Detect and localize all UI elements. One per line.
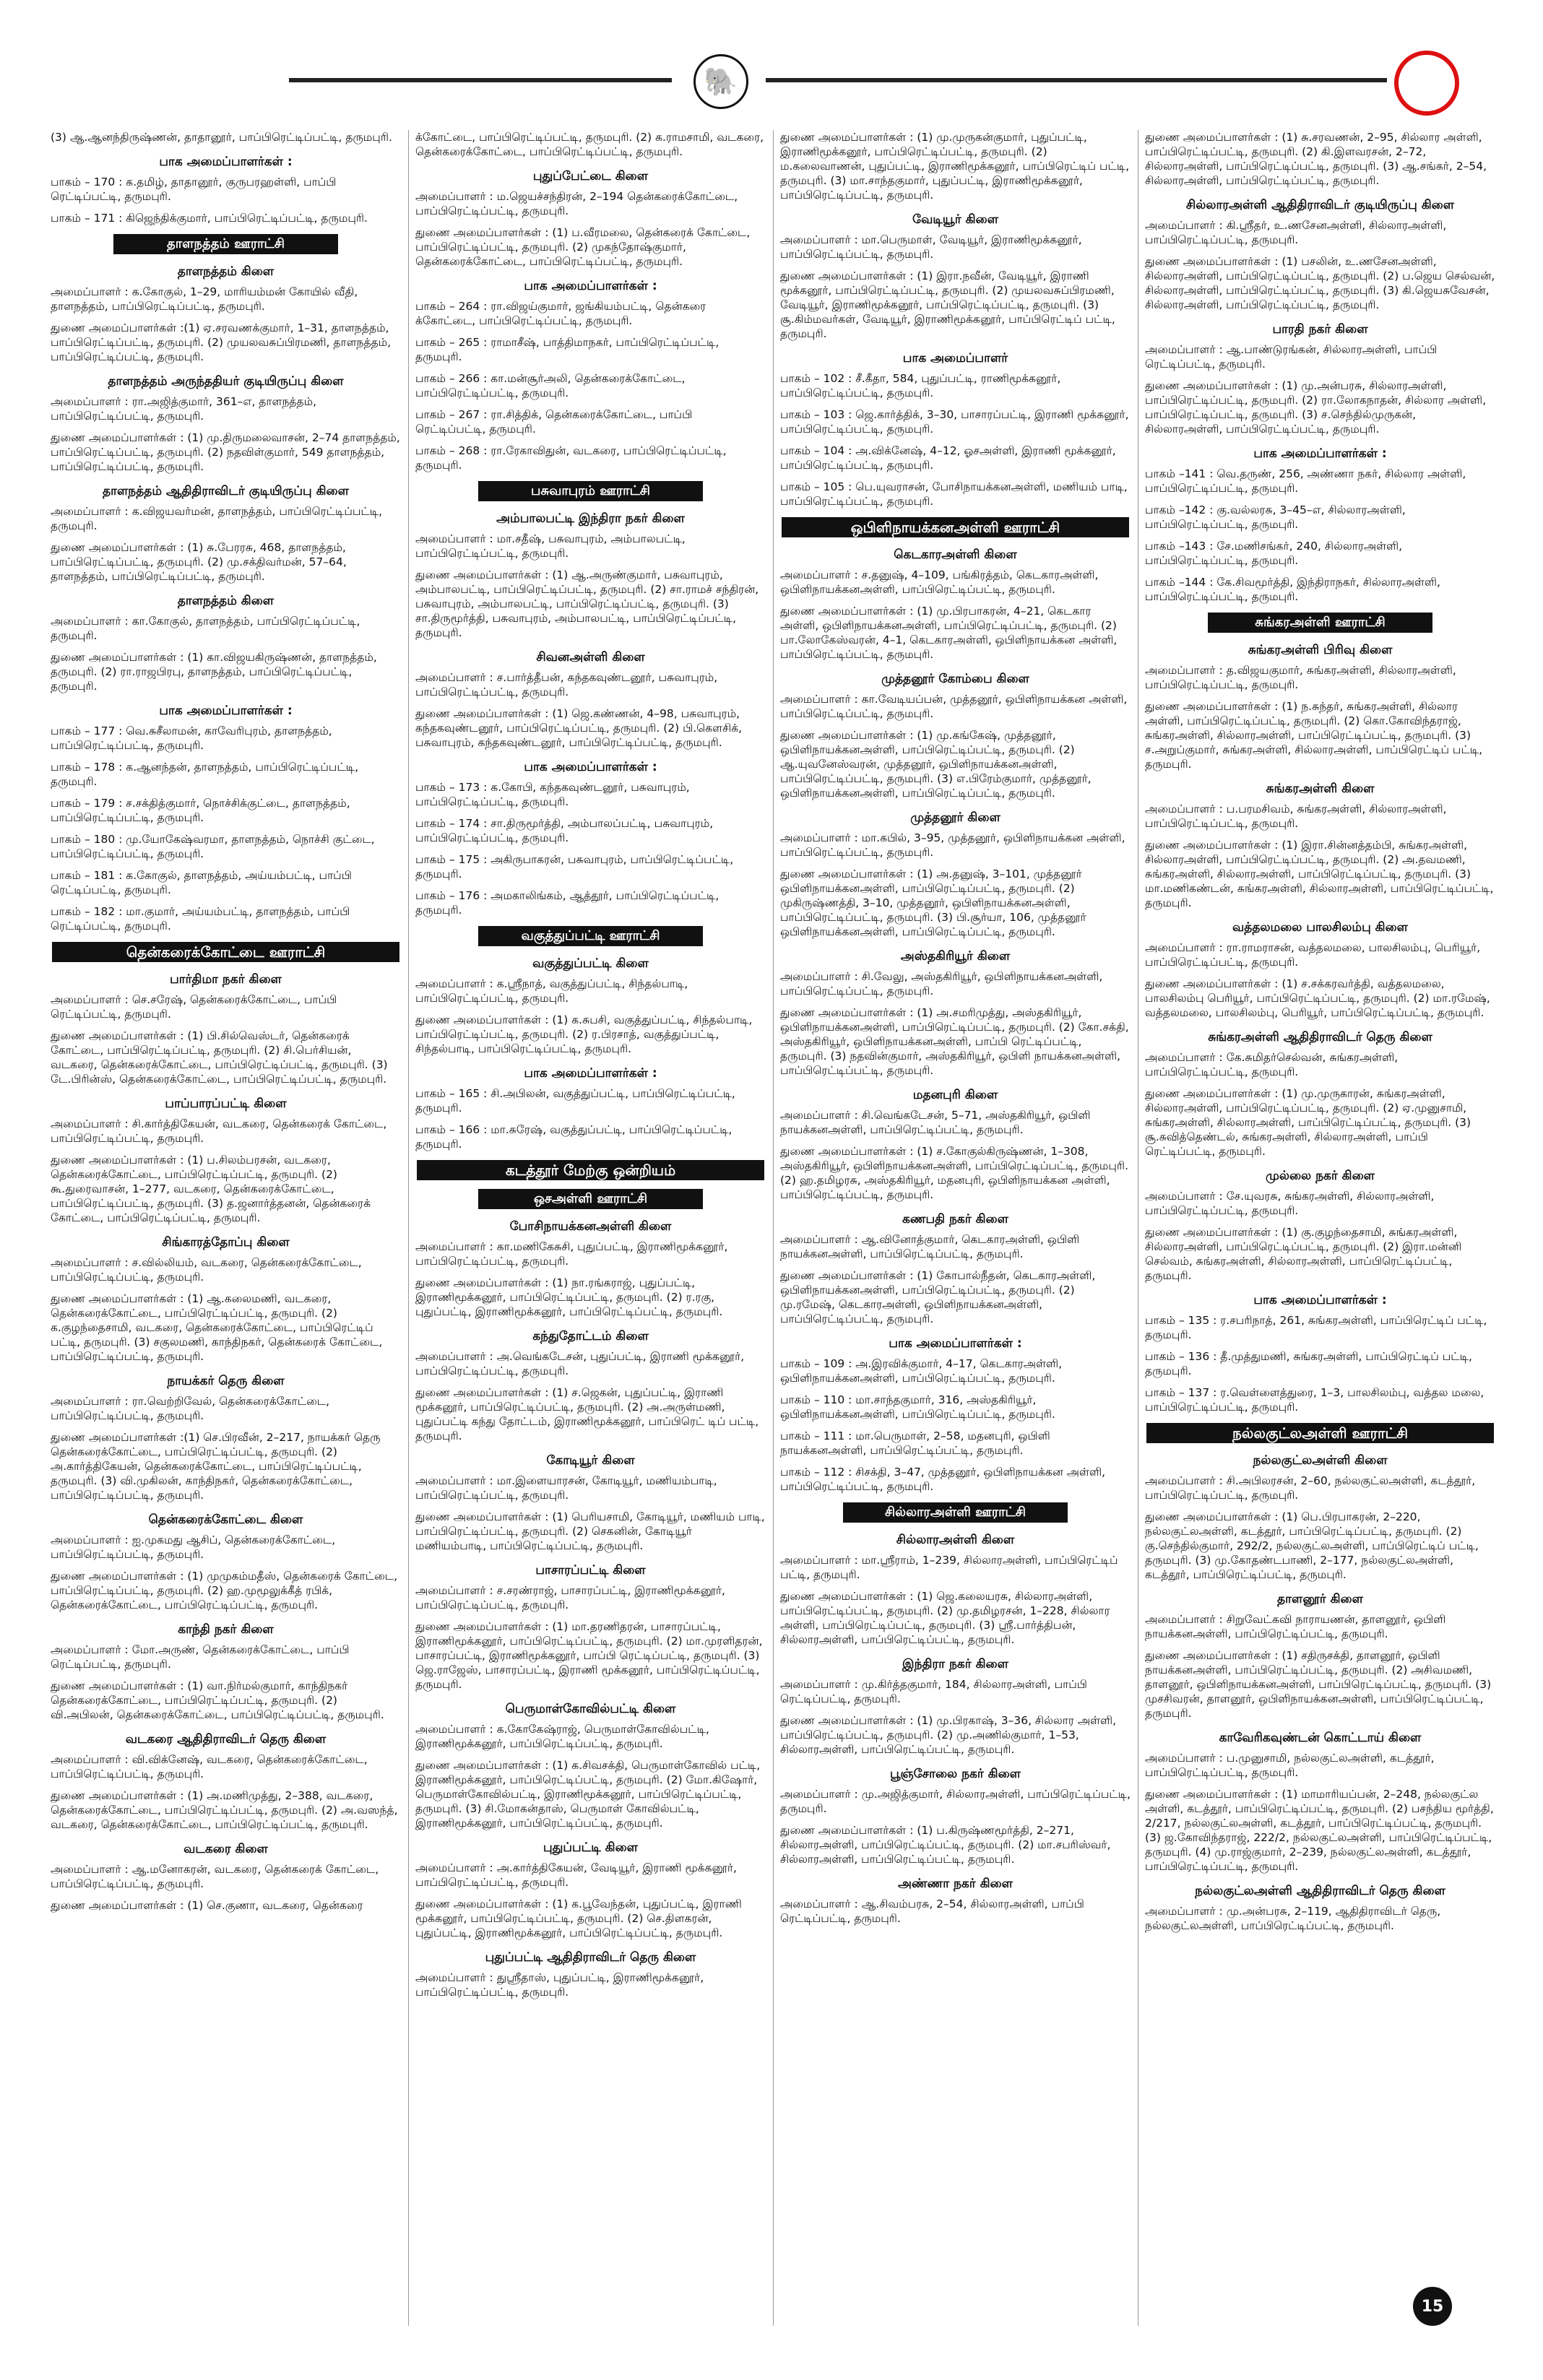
branch-heading: அஸ்தகிரியூர் கிளை xyxy=(900,949,1011,964)
entry: துணை அமைப்பாளர்கள் : (1) மு.முருகன்குமார், புதுப்பட்டி, இராணிமூக்கனூர், பாப்பிரெட்டிப்பட்டி, தருமபுரி. (2) ம.கலைவாணன், புதுப்பட்டி, இராணிமூக்கனூர், பாப்பிரெட்டிப் பட்டி, தருமபுரி. (3) மா.சாந்தகுமார், புதுப்பட்டி, இராணிமூக்கனூர், பாப்பிரெட்டிப்பட்டி, தருமபுரி. xyxy=(780,131,1130,202)
section-heading: பாக அமைப்பாளர்கள் : xyxy=(159,155,293,169)
entry: அமைப்பாளர் : க.ஸ்ரீநாத், வகுத்துப்பட்டி, சிந்தல்பாடி, பாப்பிரெட்டிப்பட்டி, தருமபுரி. xyxy=(415,977,688,1005)
panchayat-banner: ஒபிளிநாயக்கனஅள்ளி ஊராட்சி xyxy=(782,517,1129,537)
entry: துணை அமைப்பாளர்கள் : (1) ந.சுந்தர், சுங்கரஅள்ளி, சில்லார அள்ளி, பாப்பிரெட்டிப்பட்டி, தருமபுரி. (2) கொ.கோவிந்தராஜ், சுங்கரஅள்ளி, சில்லாரஅள்ளி, பாப்பிரெட்டிப்பட்டி, தருமபுரி. (3) ச.அறுப்குமார், சுங்கரஅள்ளி, சில்லாரஅள்ளி, பாப்பிரெட்டிப் பட்டி, தருமபுரி. xyxy=(1145,700,1483,771)
panchayat-banner: சுங்கரஅள்ளி ஊராட்சி xyxy=(1208,613,1432,633)
entry: துணை அமைப்பாளர்கள் : (1) அ.மணிமுத்து, 2–388, வடகரை, தென்கரைக்கோட்டை, பாப்பிரெட்டிப்பட்டி, தருமபுரி. (2) அ.வஸந்த், வடகரை, தென்கரைக்கோட்டை, பாப்பிரெட்டிப்பட்டி, தருமபுரி. xyxy=(51,1789,398,1831)
branch-heading: காந்தி நகர் கிளை xyxy=(178,1622,274,1637)
entry: அமைப்பாளர் : மா.சதீஷ், பசுவாபுரம், அம்பாலபட்டி, பாப்பிரெட்டிப்பட்டி, தருமபுரி. xyxy=(415,532,686,560)
entry: துணை அமைப்பாளர்கள் : (1) சு.சரவணன், 2–95, சில்லார அள்ளி, பாப்பிரெட்டிப்பட்டி, தருமபுரி. (2) கி.இளவரசன், 2–72, சில்லாரஅள்ளி, பாப்பிரெட்டிப்பட்டி, தருமபுரி. (3) ஆ.சங்கர், 2–54, சில்லாரஅள்ளி, பாப்பிரெட்டிப்பட்டி, தருமபுரி. xyxy=(1145,131,1487,187)
branch-heading: தாளனூர் கிளை xyxy=(1277,1592,1363,1606)
entry: பாகம் – 267 : ரா.சித்திக், தென்கரைக்கோட்டை, பாப்பி ரெட்டிப்பட்டி, தருமபுரி. xyxy=(415,408,693,436)
entry: அமைப்பாளர் : ரா.வெற்றிவேல், தென்கரைக்கோட்டை, பாப்பிரெட்டிப்பட்டி, தருமபுரி. xyxy=(51,1395,330,1422)
branch-heading: சுங்கரஅள்ளி ஆதிதிராவிடர் தெரு கிளை xyxy=(1208,1030,1432,1044)
branch-heading: பார்திமா நகர் கிளை xyxy=(170,972,282,987)
entry: துணை அமைப்பாளர்கள் : (1) ச.கோகுல்கிருஷ்ணன், 1–308, அஸ்தகிரியூர், ஒபிளிநாயக்கனஅள்ளி, பாப்பிரெட்டிப்பட்டி, தருமபுரி. (2) ஹ.தமிழரசு, அஸ்தகிரியூர், மதனபுரி, ஒபிளிநாயக்கன அள்ளி, பாப்பிரெட்டிப்பட்டி, தருமபுரி. xyxy=(780,1145,1128,1201)
entry: அமைப்பாளர் : வி.விக்னேஷ், வடகரை, தென்கரைக்கோட்டை, பாப்பிரெட்டிப்பட்டி, தருமபுரி. xyxy=(51,1753,368,1780)
branch-heading: வடகரை கிளை xyxy=(183,1842,268,1856)
entry: துணை அமைப்பாளர்கள் : (1) மு.திருமலைவாசன், 2–74 தாளநத்தம், பாப்பிரெட்டிப்பட்டி, தருமபுரி. (2) நதவிள்குமார், 549 தாளநத்தம், பாப்பிரெட்டிப்பட்டி, தருமபுரி. xyxy=(51,431,400,473)
entry: துணை அமைப்பாளர்கள் :(1) ஏ.சரவணக்குமார், 1–31, தாளநத்தம், பாப்பிரெட்டிப்பட்டி, தருமபுரி. (2) முயலவசுப்பிரமணி, தாளநத்தம், பாப்பிரெட்டிப்பட்டி, தருமபுரி. xyxy=(51,321,392,363)
branch-heading: தாளநத்தம் அருந்ததியர் குடியிருப்பு கிளை xyxy=(108,374,344,389)
entry: அமைப்பாளர் : சி.வெங்கடேசன், 5–71, அஸ்தகிரியூர், ஒபிளி நாயக்கனஅள்ளி, பாப்பிரெட்டிப்பட்டி, தருமபுரி. xyxy=(780,1109,1091,1136)
branch-heading: பாசாரப்பட்டி கிளை xyxy=(535,1563,646,1578)
branch-heading: அம்பாலபட்டி இந்திரா நகர் கிளை xyxy=(496,511,685,526)
entry: துணை அமைப்பாளர்கள் : (1) சதிருசக்தி, தாளனூர், ஒபிளி நாயக்கனஅள்ளி, பாப்பிரெட்டிப்பட்டி, தருமபுரி. (2) அசிவமணி, தாளனூர், ஒபிளிநாயக்கனஅள்ளி, பாப்பிரெட்டிப்பட்டி, தருமபுரி. (3) முசசிவரன், தாளனூர், ஒபிளிநாயக்கனஅள்ளி, பாப்பிரெட்டிப்பட்டி, தருமபுரி. xyxy=(1145,1649,1492,1720)
entry: துணை அமைப்பாளர்கள் : (1) நா.ரங்கராஜ், புதுப்பட்டி, இராணிமூக்கனூர், பாப்பிரெட்டிப்பட்டி, தருமபுரி. (2) ர.ரகு, புதுப்பட்டி, இராணிமூக்கனூர், பாப்பிரெட்டிப்பட்டி, தருமபுரி. xyxy=(415,1276,723,1318)
section-heading: பாக அமைப்பாளர் xyxy=(902,351,1008,365)
entry: துணை அமைப்பாளர்கள் : (1) பி.சில்வெஸ்டர், தென்கரைக் கோட்டை, பாப்பிரெட்டிப்பட்டி, தருமபுரி. (2) சி.பெர்சியன், வடகரை, தென்கரைக்கோட்டை, பாப்பிரெட்டிப்பட்டி, தருமபுரி. (3) டே.பிரின்ஸ், தென்கரைக்கோட்டை, பாப்பிரெட்டிப்பட்டி, தருமபுரி. xyxy=(51,1029,388,1086)
entry: பாகம் –144 : கே.சிவமூர்த்தி, இந்திராநகர், சில்லாரஅள்ளி, பாப்பிரெட்டிப்பட்டி, தருமபுரி. xyxy=(1145,576,1440,603)
branch-heading: வகுத்துப்பட்டி கிளை xyxy=(532,956,649,971)
entry: பாகம் – 266 : கா.மன்சூர்அலி, தென்கரைக்கோட்டை, பாப்பிரெட்டிப்பட்டி, தருமபுரி. xyxy=(415,372,686,399)
entry: துணை அமைப்பாளர்கள் : (1) க.சுபசி, வகுத்துப்பட்டி, சிந்தல்பாடி, பாப்பிரெட்டிப்பட்டி, தருமபுரி. (2) ர.பிரசாத், வகுத்துப்பட்டி, சிந்தல்பாடி, பாப்பிரெட்டிப்பட்டி, தருமபுரி. xyxy=(415,1013,753,1055)
entry: பாகம் – 179 : ச.சக்தித்குமார், நொச்சிக்குட்டை, தாளநத்தம், பாப்பிரெட்டிப்பட்டி, தருமபுரி. xyxy=(51,797,350,824)
section-heading: பாக அமைப்பாளர்கள் : xyxy=(524,760,657,774)
branch-heading: கணபதி நகர் கிளை xyxy=(902,1212,1008,1226)
column-divider xyxy=(408,130,409,2326)
entry: அமைப்பாளர் : சே.யுவரசு, சுங்கரஅள்ளி, சில்லாரஅள்ளி, பாப்பிரெட்டிப்பட்டி, தருமபுரி. xyxy=(1145,1190,1435,1217)
red-circle-icon xyxy=(1394,51,1459,116)
entry: அமைப்பாளர் : மா.பெருமாள், வேடியூர், இராணிமூக்கனூர், பாப்பிரெட்டிப்பட்டி, தருமபுரி. xyxy=(780,233,1082,261)
branch-heading: சிவனஅள்ளி கிளை xyxy=(536,650,645,665)
entry: அமைப்பாளர் : ப.முனுசாமி, நல்லகுட்லஅள்ளி, கடத்தூர், பாப்பிரெட்டிப்பட்டி, தருமபுரி. xyxy=(1145,1752,1435,1779)
entry: அமைப்பாளர் : மு.அன்பரசு, 2–119, ஆதிதிராவிடர் தெரு, நல்லகுட்லஅள்ளி, பாப்பிரெட்டிப்பட்டி, தருமபுரி. xyxy=(1145,1905,1441,1932)
entry: அமைப்பாளர் : மு.அஜித்குமார், சில்லாரஅள்ளி, பாப்பிரெட்டிப்பட்டி, தருமபுரி. xyxy=(780,1788,1131,1815)
entry: துணை அமைப்பாளர்கள் : (1) கு.குழந்தைசாமி, சுங்கரஅள்ளி, சில்லாரஅள்ளி, பாப்பிரெட்டிப்பட்டி, தருமபுரி. (2) இரா.மன்னி செல்வம், சுங்கரஅள்ளி, சில்லாரஅள்ளி, பாப்பிரெட்டிப்பட்டி, தருமபுரி. xyxy=(1145,1226,1462,1282)
entry: துணை அமைப்பாளர்கள் : (1) ச.சக்கரவர்த்தி, வத்தலமலை, பாலசிலம்பு பெரியூர், பாப்பிரெட்டிப்பட்டி, தருமபுரி. (2) மா.ரமேஷ், வத்தலமலை, பாலசிலம்பு, பெரியூர், பாப்பிரெட்டிப்பட்டி, தருமபுரி. xyxy=(1145,977,1490,1019)
branch-heading: சுங்கரஅள்ளி பிரிவு கிளை xyxy=(1248,643,1393,657)
branch-heading: பாரதி நகர் கிளை xyxy=(1272,322,1368,337)
entry: அமைப்பாளர் : சி.கார்த்திகேயன், வடகரை, தென்கரைக் கோட்டை, பாப்பிரெட்டிப்பட்டி, தருமபுரி. xyxy=(51,1117,387,1145)
entry: அமைப்பாளர் : துஸ்ரீதாஸ், புதுப்பட்டி, இராணிமூக்கனூர், பாப்பிரெட்டிப்பட்டி, தருமபுரி. xyxy=(415,1971,704,1999)
entry: அமைப்பாளர் : ஆ.வினோத்குமார், கெடகாரஅள்ளி, ஒபிளி நாயக்கனஅள்ளி, பாப்பிரெட்டிப்பட்டி, தருமபுரி. xyxy=(780,1233,1080,1260)
union-banner: கடத்தூர் மேற்கு ஒன்றியம் xyxy=(417,1160,764,1180)
column-divider xyxy=(773,130,774,2326)
branch-heading: வடகரை ஆதிதிராவிடர் தெரு கிளை xyxy=(125,1732,327,1747)
panchayat-banner: வகுத்துப்பட்டி ஊராட்சி xyxy=(478,926,703,946)
entry: பாகம் – 110 : மா.சாந்தகுமார், 316, அஸ்தகிரியூர், ஒபிளிநாயக்கனஅள்ளி, பாப்பிரெட்டிப்பட்டி, தருமபுரி. xyxy=(780,1393,1055,1421)
entry: துணை அமைப்பாளர்கள் : (1) ஜெ.கலையரசு, சில்லாரஅள்ளி, பாப்பிரெட்டிப்பட்டி, தருமபுரி. (2) மு.தமிழரசன், 1–228, சில்லார அள்ளி, பாப்பிரெட்டிப்பட்டி, தருமபுரி. (3) ஸ்ரீ.பார்த்திபன், சில்லாரஅள்ளி, பாப்பிரெட்டிப்பட்டி, தருமபுரி. xyxy=(780,1590,1110,1646)
branch-heading: அண்ணா நகர் கிளை xyxy=(898,1877,1013,1891)
panchayat-banner: பசுவாபுரம் ஊராட்சி xyxy=(478,481,703,501)
entry: துணை அமைப்பாளர்கள் : (1) ப.சிலம்பரசன், வடகரை, தென்கரைக்கோட்டை, பாப்பிரெட்டிப்பட்டி, தருமபுரி. (2) கூ.துரைவாசன், 1–277, வடகரை, தென்கரைக்கோட்டை, பாப்பிரெட்டிப்பட்டி, தருமபுரி. (3) த.ஜனார்த்தனன், தென்கரைக் கோட்டை, பாப்பிரெட்டிப்பட்டி, தருமபுரி. xyxy=(51,1154,371,1224)
entry: துணை அமைப்பாளர்கள் : (1) செ.குணா, வடகரை, தென்கரை xyxy=(51,1899,363,1912)
entry: பாகம் – 177 : வெ.சுசீலாமன், காவேரிபுரம், தாளநத்தம், பாப்பிரெட்டிப்பட்டி, தருமபுரி. xyxy=(51,724,332,752)
entry: பாகம் – 170 : க.தமிழ், தாதானூர், குருபரஹள்ளி, பாப்பி ரெட்டிப்பட்டி, தருமபுரி. xyxy=(51,176,337,203)
entry: துணை அமைப்பாளர்கள் : (1) கோபால்நீதன், கெடகாரஅள்ளி, ஒபிளிநாயக்கனஅள்ளி, பாப்பிரெட்டிப்பட்டி, தருமபுரி. (2) மு.ரமேஷ், கெடகாரஅள்ளி, ஒபிளிநாயக்கனஅள்ளி, பாப்பிரெட்டிப்பட்டி, தருமபுரி. xyxy=(780,1269,1096,1325)
entry: அமைப்பாளர் : ச.சரண்ராஜ், பாசாரப்பட்டி, இராணிமூக்கனூர், பாப்பிரெட்டிப்பட்டி, தருமபுரி. xyxy=(415,1584,725,1611)
entry: அமைப்பாளர் : ரா.அஜித்குமார், 361–எ, தாளநத்தம், பாப்பிரெட்டிப்பட்டி, தருமபுரி. xyxy=(51,395,317,423)
entry: துணை அமைப்பாளர்கள் : (1) முமுகம்மதீஸ், தென்கரைக் கோட்டை, பாப்பிரெட்டிப்பட்டி, தருமபுரி. (2) ஹ.முமூலுக்கீத் ரபிக், தென்கரைக்கோட்டை, பாப்பிரெட்டிப்பட்டி, தருமபுரி. xyxy=(51,1570,398,1611)
entry: பாகம் –143 : சே.மணிசங்கர், 240, சில்லாரஅள்ளி, பாப்பிரெட்டிப்பட்டி, தருமபுரி. xyxy=(1145,540,1403,567)
branch-heading: வேடியூர் கிளை xyxy=(912,212,998,227)
entry: அமைப்பாளர் : சிறுவேட்கவி நாராயணன், தாளனூர், ஒபிளி நாயக்கனஅள்ளி, பாப்பிரெட்டிப்பட்டி, தருமபுரி. xyxy=(1145,1613,1446,1640)
entry: அமைப்பாளர் : ச.பார்த்தீபன், கந்தகவுண்டனூர், பசுவாபுரம், பாப்பிரெட்டிப்பட்டி, தருமபுரி. xyxy=(415,671,718,698)
entry: அமைப்பாளர் : ப.பரமசிவம், சுங்கரஅள்ளி, சில்லாரஅள்ளி, பாப்பிரெட்டிப்பட்டி, தருமபுரி. xyxy=(1145,802,1447,830)
entry: அமைப்பாளர் : க.விஜயவர்மன், தாளநத்தம், பாப்பிரெட்டிப்பட்டி, தருமபுரி. xyxy=(51,505,383,532)
branch-heading: போசிநாயக்கனஅள்ளி கிளை xyxy=(509,1219,672,1234)
entry: துணை அமைப்பாளர்கள் : (1) மு.முருகாரன், சுங்கரஅள்ளி, சில்லாரஅள்ளி, பாப்பிரெட்டிப்பட்டி, தருமபுரி. (2) ஏ.முனுசாமி, சுங்கரஅள்ளி, சில்லாரஅள்ளி, பாப்பிரெட்டிப்பட்டி, தருமபுரி. (3) சூ.சுவித்தெண்டல், சுங்கரஅள்ளி, சில்லாரஅள்ளி, பாப்பி ரெட்டிப்பட்டி, தருமபுரி. xyxy=(1145,1087,1471,1158)
entry: அமைப்பாளர் : ரா.ராமராசன், வத்தலமலை, பாலசிலம்பு, பெரியூர், பாப்பிரெட்டிப்பட்டி, தருமபுரி. xyxy=(1145,941,1481,969)
entry: அமைப்பாளர் : மா.இளையாரசன், கோடியூர், மணியம்பாடி, பாப்பிரெட்டிப்பட்டி, தருமபுரி. xyxy=(415,1474,717,1502)
section-heading: பாக அமைப்பாளர்கள் : xyxy=(524,279,657,293)
entry: துணை அமைப்பாளர்கள் : (1) மாமாரியப்பன், 2–248, நல்லகுட்ல அள்ளி, கடத்தூர், பாப்பிரெட்டிப்பட்டி, தருமபுரி. (2) பசந்திய மூர்த்தி, 2/217, நல்லகுட்லஅள்ளி, கடத்தூர், பாப்பிரெட்டிப்பட்டி, தருமபுரி. (3) ஜ.கோவிந்தராஜ், 222/2, நல்லகுட்லஅள்ளி, பாப்பிரெட்டிப்பட்டி, தருமபுரி. (4) மு.ராஜ்குமார், 2–239, நல்லகுட்லஅள்ளி, கடத்தூர், பாப்பிரெட்டிப்பட்டி, தருமபுரி. xyxy=(1145,1788,1494,1873)
entry: துணை அமைப்பாளர்கள் : (1) இரா.சின்னத்தம்பி, சுங்கரஅள்ளி, சில்லாரஅள்ளி, பாப்பிரெட்டிப்பட்டி, தருமபுரி. (2) அ.தவமணி, சுங்கரஅள்ளி, சில்லாரஅள்ளி, பாப்பிரெட்டிப்பட்டி, தருமபுரி. (3) மா.மணிகண்டன், சுங்கரஅள்ளி, சில்லாரஅள்ளி, பாப்பிரெட்டிப்பட்டி, தருமபுரி. xyxy=(1145,839,1494,909)
entry: துணை அமைப்பாளர்கள் : (1) மு.அன்பரசு, சில்லாரஅள்ளி, பாப்பிரெட்டிப்பட்டி, தருமபுரி. (2) ரா.லோகநாதன், சில்லார அள்ளி, பாப்பிரெட்டிப்பட்டி, தருமபுரி. (3) ச.செந்தில்முருகன், சில்லாரஅள்ளி, பாப்பிரெட்டிப்பட்டி, தருமபுரி. xyxy=(1145,379,1487,436)
page-number-badge: 15 xyxy=(1413,2287,1452,2326)
entry: அமைப்பாளர் : ஐ.முகமது ஆசிப், தென்கரைக்கோட்டை, பாப்பிரெட்டிப்பட்டி, தருமபுரி. xyxy=(51,1533,336,1561)
entry: பாகம் – 137 : ர.வெள்ளைத்துரை, 1–3, பாலசிலம்பு, வத்தல மலை, பாப்பிரெட்டிப்பட்டி, தருமபுரி. xyxy=(1145,1386,1484,1414)
branch-heading: கெடகாரஅள்ளி கிளை xyxy=(894,548,1017,562)
entry: துணை அமைப்பாளர்கள் : (1) பசலின், உ.ணசேனஅள்ளி, சில்லாரஅள்ளி, பாப்பிரெட்டிப்பட்டி, தருமபுரி. (2) ப.ஜெய செல்வன், சில்லாரஅள்ளி, பாப்பிரெட்டிப்பட்டி, தருமபுரி. (3) கி.ஜெயசுவேசன், சில்லாரஅள்ளி, பாப்பிரெட்டிப்பட்டி, தருமபுரி. xyxy=(1145,255,1495,311)
entry: துணை அமைப்பாளர்கள் : (1) மா.தரணிதரன், பாசாரப்பட்டி, இராணிமூக்கனூர், பாப்பிரெட்டிப்பட்டி, தருமபுரி. (2) மா.முரளிதரன், பாசாரப்பட்டி, இராணிமூக்கனூர், பாப்பி ரெட்டிப்பட்டி, தருமபுரி. (3) ஜெ.ராஜேஸ், பாசாரப்பட்டி, இராணி மூக்கனூர், பாப்பிரெட்டிப்பட்டி, தருமபுரி. xyxy=(415,1620,763,1691)
branch-heading: புதுப்பட்டி ஆதிதிராவிடர் தெரு கிளை xyxy=(485,1950,696,1965)
entry: அமைப்பாளர் : மா.கபில், 3–95, முத்தனூர், ஒபிளிநாயக்கன அள்ளி, பாப்பிரெட்டிப்பட்டி, தருமபுரி. xyxy=(780,831,1125,859)
column-4 xyxy=(1145,130,1495,2326)
entry: துணை அமைப்பாளர்கள் : (1) ப.கிருஷ்ணமூர்த்தி, 2–271, சில்லாரஅள்ளி, பாப்பிரெட்டிப்பட்டி, தருமபுரி. (2) மா.சபரிஸ்வர், சில்லாரஅள்ளி, பாப்பிரெட்டிப்பட்டி, தருமபுரி. xyxy=(780,1824,1111,1866)
entry: பாகம் – 136 : தீ.முத்துமணி, சுங்கரஅள்ளி, பாப்பிரெட்டிப் பட்டி, தருமபுரி. xyxy=(1145,1350,1472,1377)
entry: பாகம் – 105 : பெ.யுவராசன், போசிநாயக்கனஅள்ளி, மணியம் பாடி, பாப்பிரெட்டிப்பட்டி, தருமபுரி. xyxy=(780,480,1128,508)
entry: துணை அமைப்பாளர்கள் : (1) க.பூவேந்தன், புதுப்பட்டி, இராணி மூக்கனூர், பாப்பிரெட்டிப்பட்டி, தருமபுரி. (2) செ.திளகரன், புதுப்பட்டி, இராணிமூக்கனூர், பாப்பிரெட்டிப்பட்டி, தருமபுரி. xyxy=(415,1897,742,1939)
entry: அமைப்பாளர் : க.கோகேஷ்ராஜ், பெருமாள்கோவில்பட்டி, இராணிமூக்கனூர், பாப்பிரெட்டிப்பட்டி, தருமபுரி. xyxy=(415,1723,709,1750)
branch-heading: கோடியூர் கிளை xyxy=(546,1453,635,1468)
entry: பாகம் – 112 : சிசக்தி, 3–47, முத்தனூர், ஒபிளிநாயக்கன அள்ளி, பாப்பிரெட்டிப்பட்டி, தருமபுரி. xyxy=(780,1466,1106,1493)
entry: பாகம் – 264 : ரா.விஜய்குமார், ஜங்கியம்பட்டி, தென்கரை க்கோட்டை, பாப்பிரெட்டிப்பட்டி, தருமபுரி. xyxy=(415,300,706,327)
entry: அமைப்பாளர் : கி.ஸ்ரீதர், உ.ணசேனஅள்ளி, சில்லாரஅள்ளி, பாப்பிரெட்டிப்பட்டி, தருமபுரி. xyxy=(1145,219,1447,246)
branch-heading: முத்தனூர் கோம்பை கிளை xyxy=(881,672,1029,686)
entry: அமைப்பாளர் : த.விஜயகுமார், சுங்கரஅள்ளி, சில்லாரஅள்ளி, பாப்பிரெட்டிப்பட்டி, தருமபுரி. xyxy=(1145,664,1456,691)
entry: பாகம் – 111 : மா.பெருமாள், 2–58, மதனபுரி, ஒபிளி நாயக்கனஅள்ளி, பாப்பிரெட்டிப்பட்டி, தருமபுரி. xyxy=(780,1429,1050,1457)
entry: துணை அமைப்பாளர்கள் :(1) செ.பிரவீன், 2–217, நாயக்கர் தெரு தென்கரைக்கோட்டை, பாப்பிரெட்டிப்பட்டி, தருமபுரி. (2) அ.கார்த்திகேயன், தென்கரைக்கோட்டை, பாப்பிரெட்டிப்பட்டி, தருமபுரி. (3) வி.முகிலன், காந்திநகர், தென்கரைக்கோட்டை, பாப்பிரெட்டிப்பட்டி, தருமபுரி. xyxy=(51,1431,381,1502)
branch-heading: மதனபுரி கிளை xyxy=(912,1088,998,1102)
branch-heading: தாளநத்தம் ஆதிதிராவிடர் குடியிருப்பு கிளை xyxy=(103,484,349,498)
entry: பாகம் – 104 : அ.விக்னேஷ், 4–12, ஓசஅள்ளி, இராணி மூக்கனூர், பாப்பிரெட்டிப்பட்டி, தருமபுரி. xyxy=(780,444,1116,472)
section-heading: பாக அமைப்பாளர்கள் : xyxy=(889,1336,1022,1351)
column-1 xyxy=(51,130,401,2326)
header-rule-left xyxy=(289,78,672,82)
entry: அமைப்பாளர் : மா.ஸ்ரீராம், 1–239, சில்லாரஅள்ளி, பாப்பிரெட்டிப் பட்டி, தருமபுரி. xyxy=(780,1554,1118,1581)
entry: அமைப்பாளர் : மோ.அருண், தென்கரைக்கோட்டை, பாப்பி ரெட்டிப்பட்டி, தருமபுரி. xyxy=(51,1643,350,1671)
branch-heading: நல்லகுட்லஅள்ளி கிளை xyxy=(1253,1453,1388,1468)
entry: அமைப்பாளர் : ஆ.மனோகரன், வடகரை, தென்கரைக் கோட்டை, பாப்பிரெட்டிப்பட்டி, தருமபுரி. xyxy=(51,1863,379,1890)
branch-heading: சிங்காரத்தோப்பு கிளை xyxy=(162,1235,290,1250)
branch-heading: முல்லை நகர் கிளை xyxy=(1265,1169,1375,1183)
entry: பாகம் – 175 : அகிருபாகரன், பசுவாபுரம், பாப்பிரெட்டிப்பட்டி, தருமபுரி. xyxy=(415,853,734,880)
newspaper-page xyxy=(51,51,1495,2340)
branch-heading: தென்கரைக்கோட்டை கிளை xyxy=(148,1513,303,1527)
entry: துணை அமைப்பாளர்கள் : (1) அ.தனுஷ், 3–101, முத்தனூர் ஒபிளிநாயக்கனஅள்ளி, பாப்பிரெட்டிப்பட்டி, தருமபுரி. (2) முகிருஷ்ணத்தி, 3–10, முத்தனூர், ஒபிளிநாயக்கனஅள்ளி, பாப்பிரெட்டிப்பட்டி, தருமபுரி. (3) பி.சூர்யா, 106, முத்தனூர் ஒபிளிநாயக்கனஅள்ளி, பாப்பிரெட்டிப்பட்டி, தருமபுரி. xyxy=(780,867,1086,938)
entry: துணை அமைப்பாளர்கள் : (1) கா.விஜயகிருஷ்ணன், தாளநத்தம், தருமபுரி. (2) ரா.ராஜபிரபு, தாளநத்தம், பாப்பிரெட்டிப்பட்டி, தருமபுரி. xyxy=(51,651,377,693)
section-heading: பாக அமைப்பாளர்கள் : xyxy=(1253,1293,1387,1307)
header-rule-right xyxy=(766,78,1387,82)
section-heading: பாக அமைப்பாளர்கள் : xyxy=(524,1066,657,1081)
section-heading: பாக அமைப்பாளர்கள் : xyxy=(159,704,293,718)
entry: துணை அமைப்பாளர்கள் : (1) ப.வீரமலை, தென்கரைக் கோட்டை, பாப்பிரெட்டிப்பட்டி, தருமபுரி. (2) முகந்தோஷ்குமார், தென்கரைக்கோட்டை, பாப்பிரெட்டிப்பட்டி, தருமபுரி. xyxy=(415,226,751,268)
entry: பாகம் – 102 : சீ.கீதா, 584, புதுப்பட்டி, ராணிமூக்கனூர், பாப்பிரெட்டிப்பட்டி, தருமபுரி. xyxy=(780,372,1061,399)
entry: அமைப்பாளர் : சி.அபிலரசன், 2–60, நல்லகுட்லஅள்ளி, கடத்தூர், பாப்பிரெட்டிப்பட்டி, தருமபுரி. xyxy=(1145,1474,1476,1502)
entry: அமைப்பாளர் : கா.வேடியப்பன், முத்தனூர், ஒபிளிநாயக்கன அள்ளி, பாப்பிரெட்டிப்பட்டி, தருமபுரி. xyxy=(780,693,1128,720)
entry: அமைப்பாளர் : க.கோகுல், 1–29, மாரியம்மன் கோயில் வீதி, தாளநத்தம், பாப்பிரெட்டிப்பட்டி, தருமபுரி. xyxy=(51,285,358,313)
column-2 xyxy=(415,130,766,2326)
entry: பாகம் – 174 : சா.திருமூர்த்தி, அம்பாலப்பட்டி, பசுவாபுரம், பாப்பிரெட்டிப்பட்டி, தருமபுரி. xyxy=(415,817,714,844)
entry: துணை அமைப்பாளர்கள் : (1) ஜெ.கண்ணன், 4–98, பசுவாபுரம், கந்தகவுண்டனூர், பாப்பிரெட்டிப்பட்டி, தருமபுரி. (2) பி.கௌசிக், பசுவாபுரம், கந்தகவுண்டனூர், பாப்பிரெட்டிப்பட்டி, தருமபுரி. xyxy=(415,707,743,749)
panchayat-banner: சில்லாரஅள்ளி ஊராட்சி xyxy=(843,1502,1068,1523)
entry: க்கோட்டை, பாப்பிரெட்டிப்பட்டி, தருமபுரி. (2) க.ராமசாமி, வடகரை, தென்கரைக்கோட்டை, பாப்பிரெட்டிப்பட்டி, தருமபுரி. xyxy=(415,131,764,158)
entry: பாகம் – 173 : க.கோபி, கந்தகவுண்டனூர், பசுவாபுரம், பாப்பிரெட்டிப்பட்டி, தருமபுரி. xyxy=(415,781,690,808)
branch-heading: நல்லகுட்லஅள்ளி ஆதிதிராவிடர் தெரு கிளை xyxy=(1195,1884,1445,1898)
entry: அமைப்பாளர் : செ.சரேஷ், தென்கரைக்கோட்டை, பாப்பி ரெட்டிப்பட்டி, தருமபுரி. xyxy=(51,993,337,1021)
branch-heading: நாயக்கர் தெரு கிளை xyxy=(167,1374,285,1388)
branch-heading: பூஞ்சோலை நகர் கிளை xyxy=(889,1767,1021,1781)
branch-heading: தாளநத்தம் கிளை xyxy=(177,264,275,279)
branch-heading: தாளநத்தம் கிளை xyxy=(177,594,275,608)
content-columns xyxy=(51,130,1495,2326)
entry: பாகம் –141 : வெ.தருண், 256, அண்ணா நகர், சில்லார அள்ளி, பாப்பிரெட்டிப்பட்டி, தருமபுரி. xyxy=(1145,467,1466,495)
panchayat-banner: தாளநத்தம் ஊராட்சி xyxy=(113,234,338,254)
entry: பாகம் – 265 : ராமாசீஷ், பாத்திமாநகர், பாப்பிரெட்டிப்பட்டி, தருமபுரி. xyxy=(415,336,719,363)
entry: பாகம் – 176 : அமகாலிங்கம், ஆத்தூர், பாப்பிரெட்டிப்பட்டி, தருமபுரி. xyxy=(415,889,719,917)
branch-heading: சுங்கரஅள்ளி கிளை xyxy=(1266,782,1375,796)
branch-heading: வத்தலமலை பாலசிலம்பு கிளை xyxy=(1232,920,1408,935)
entry: பாகம் – 166 : மா.சுரேஷ், வகுத்துப்பட்டி, பாப்பிரெட்டிப்பட்டி, தருமபுரி. xyxy=(415,1123,732,1151)
entry: பாகம் – 171 : கிஜெந்திக்குமார், பாப்பிரெட்டிப்பட்டி, தருமபுரி. xyxy=(51,212,368,225)
entry: துணை அமைப்பாளர்கள் : (1) மு.கங்கேஷ், முத்தனூர், ஒபிளிநாயக்கனஅள்ளி, பாப்பிரெட்டிப்பட்டி, தருமபுரி. (2) ஆ.யுவனேஸ்வரன், முத்தனூர், ஒபிளிநாயக்கனஅள்ளி, பாப்பிரெட்டிப்பட்டி, தருமபுரி. (3) எ.பிரேம்குமார், முத்தனூர், ஒபிளிநாயக்கனஅள்ளி, பாப்பிரெட்டிப்பட்டி, தருமபுரி. xyxy=(780,729,1092,800)
panchayat-banner: ஒசஅள்ளி ஊராட்சி xyxy=(478,1189,703,1209)
branch-heading: முத்தனூர் கிளை xyxy=(910,810,1000,825)
entry: துணை அமைப்பாளர்கள் : (1) க.சிவசக்தி, பெருமாள்கோவில் பட்டி, இராணிமூக்கனூர், பாப்பிரெட்டிப்பட்டி, தருமபுரி. (2) மோ.கிஷோர், பெருமாள்கோவில்பட்டி, இராணிமூக்கனூர், பாப்பிரெட்டிப்பட்டி, தருமபுரி. (3) சி.மோகன்தாஸ், பெருமாள் கோவில்பட்டி, இராணிமூக்கனூர், பாப்பிரெட்டிப்பட்டி, தருமபுரி. xyxy=(415,1759,761,1830)
elephant-logo-icon: 🐘 xyxy=(693,54,748,109)
entry: துணை அமைப்பாளர்கள் : (1) இரா.நவீன், வேடியூர், இராணி மூக்கனூர், பாப்பிரெட்டிப்பட்டி, தருமபுரி. (2) முயலவசுப்பிரமணி, வேடியூர், இராணிமூக்கனூர், பாப்பிரெட்டிப்பட்டி, தருமபுரி. (3) சூ.கிம்மவர்கள், வேடியூர், இராணிமூக்கனூர், பாப்பிரெட்டிப் பட்டி, தருமபுரி. xyxy=(780,269,1115,340)
entry: பாகம் – 178 : க.ஆனந்தன், தாளநத்தம், பாப்பிரெட்டிப்பட்டி, தருமபுரி. xyxy=(51,761,359,788)
section-heading: பாக அமைப்பாளர்கள் : xyxy=(1253,446,1387,461)
page-header xyxy=(51,51,1488,130)
entry: பாகம் – 268 : ரா.ரேகாவிதுன், வடகரை, பாப்பிரெட்டிப்பட்டி, தருமபுரி. xyxy=(415,444,727,472)
entry: அமைப்பாளர் : அ.கார்த்திகேயன், வேடியூர், இராணி மூக்கனூர், பாப்பிரெட்டிப்பட்டி, தருமபுரி. xyxy=(415,1861,737,1889)
entry: பாகம் – 181 : க.கோகுல், தாளநத்தம், அய்யம்பட்டி, பாப்பி ரெட்டிப்பட்டி, தருமபுரி. xyxy=(51,869,352,896)
entry: அமைப்பாளர் : கா.கோகுல், தாளநத்தம், பாப்பிரெட்டிப்பட்டி, தருமபுரி. xyxy=(51,615,360,642)
column-3 xyxy=(780,130,1131,2326)
branch-heading: சில்லாரஅள்ளி ஆதிதிராவிடர் குடியிருப்பு கிளை xyxy=(1185,198,1455,212)
entry: அமைப்பாளர் : ஆ.சிவம்பரசு, 2–54, சில்லாரஅள்ளி, பாப்பி ரெட்டிப்பட்டி, தருமபுரி. xyxy=(780,1897,1084,1925)
branch-heading: காவேரிகவுண்டன் கொட்டாய் கிளை xyxy=(1219,1731,1422,1745)
entry: அமைப்பாளர் : ச.தனுஷ், 4–109, பங்கிரத்தம், கெடகாரஅள்ளி, ஒபிளிநாயக்கனஅள்ளி, பாப்பிரெட்டிப்பட்டி, தருமபுரி. xyxy=(780,568,1099,596)
branch-heading: பெருமாள்கோவில்பட்டி கிளை xyxy=(505,1702,676,1716)
panchayat-banner: தென்கரைக்கோட்டை ஊராட்சி xyxy=(52,942,399,962)
entry: பாகம் – 180 : மு.யோகேஷ்வரமா, தாளநத்தம், நொச்சி குட்டை, பாப்பிரெட்டிப்பட்டி, தருமபுரி. xyxy=(51,833,375,860)
entry: துணை அமைப்பாளர்கள் : (1) பெ.பிரபாகரன், 2–220, நல்லகுட்லஅள்ளி, கடத்தூர், பாப்பிரெட்டிப்பட்டி, தருமபுரி. (2) கு.செந்தில்குமார், 292/2, நல்லகுட்லஅள்ளி, பாப்பிரெட்டிப் பட்டி, தருமபுரி. (3) மு.கோதண்டபாணி, 2–177, நல்லகுட்லஅள்ளி, கடத்தூர், பாப்பிரெட்டிப்பட்டி, தருமபுரி. xyxy=(1145,1510,1479,1581)
entry: துணை அமைப்பாளர்கள் : (1) மு.பிரபாகரன், 4–21, கெடகார அள்ளி, ஒபிளிநாயக்கனஅள்ளி, பாப்பிரெட்டிப்பட்டி, தருமபுரி. (2) பா.லோகேஸ்வரன், 4–1, கெடகாரஅள்ளி, ஒபிளிநாயக்கன அள்ளி, பாப்பிரெட்டிப்பட்டி, தருமபுரி. xyxy=(780,605,1118,661)
entry: அமைப்பாளர் : ம.ஜெயச்சந்திரன், 2–194 தென்கரைக்கோட்டை, பாப்பிரெட்டிப்பட்டி, தருமபுரி. xyxy=(415,190,738,217)
entry: அமைப்பாளர் : அ.வெங்கடேசன், புதுப்பட்டி, இராணி மூக்கனூர், பாப்பிரெட்டிப்பட்டி, தருமபுரி. xyxy=(415,1350,745,1377)
entry: பாகம் – 182 : மா.குமார், அய்யம்பட்டி, தாளநத்தம், பாப்பி ரெட்டிப்பட்டி, தருமபுரி. xyxy=(51,905,350,932)
entry: துணை அமைப்பாளர்கள் : (1) சு.பேரரசு, 468, தாளநத்தம், பாப்பிரெட்டிப்பட்டி, தருமபுரி. (2) மு.சக்திவர்மன், 57–64, தாளநத்தம், பாப்பிரெட்டிப்பட்டி, தருமபுரி. xyxy=(51,541,347,583)
entry: அமைப்பாளர் : கா.மணிகேசுசி, புதுப்பட்டி, இராணிமூக்கனூர், பாப்பிரெட்டிப்பட்டி, தருமபுரி. xyxy=(415,1240,728,1268)
entry: துணை அமைப்பாளர்கள் : (1) ஆ.கலைமணி, வடகரை, தென்கரைக்கோட்டை, பாப்பிரெட்டிப்பட்டி, தருமபுரி. (2) க.குழந்தைசாமி, வடகரை, தென்கரைக்கோட்டை, பாப்பிரெட்டிப் பட்டி, தருமபுரி. (3) சகுலமணி, காந்திநகர், தென்கரைக் கோட்டை, பாப்பிரெட்டிப்பட்டி, தருமபுரி. xyxy=(51,1292,383,1363)
entry: பாகம் – 135 : ர.சபரிநாத், 261, சுங்கரஅள்ளி, பாப்பிரெட்டிப் பட்டி, தருமபுரி. xyxy=(1145,1314,1487,1341)
branch-heading: சில்லாரஅள்ளி கிளை xyxy=(896,1533,1015,1547)
entry: துணை அமைப்பாளர்கள் : (1) அ.சமரிமுத்து, அஸ்தகிரியூர், ஒபிளிநாயக்கனஅள்ளி, பாப்பிரெட்டிப்பட்டி, தருமபுரி. (2) கோ.சக்தி, அஸ்தகிரியூர், ஒபிளிநாயக்கனஅள்ளி, பாப்பி ரெட்டிப்பட்டி, தருமபுரி. (3) நதவின்குமார், அஸ்தகிரியூர், ஒபிளி நாயக்கனஅள்ளி, பாப்பிரெட்டிப்பட்டி, தருமபுரி. xyxy=(780,1006,1129,1077)
entry: துணை அமைப்பாளர்கள் : (1) வா.நிர்மல்குமார், காந்திநகர் தென்கரைக்கோட்டை, பாப்பிரெட்டிப்பட்டி, தருமபுரி. (2) வி.அபிலன், தென்கரைக்கோட்டை, பாப்பிரெட்டிப்பட்டி, தருமபுரி. xyxy=(51,1679,384,1721)
branch-heading: இந்திரா நகர் கிளை xyxy=(902,1657,1008,1671)
entry: துணை அமைப்பாளர்கள் : (1) ச.ஜெகன், புதுப்பட்டி, இராணி மூக்கனூர், பாப்பிரெட்டிப்பட்டி, தருமபுரி. (2) அ.அருள்மணி, புதுப்பட்டி கந்து தோட்டம், இராணிமூக்கனூர், பாப்பிரெட் டிப் பட்டி, தருமபுரி. xyxy=(415,1386,759,1442)
branch-heading: புதுப்பட்டி கிளை xyxy=(543,1840,639,1855)
branch-heading: புதுப்பேட்டை கிளை xyxy=(532,169,649,183)
branch-heading: பாப்பாரப்பட்டி கிளை xyxy=(165,1096,287,1111)
entry: (3) ஆ.ஆனந்திருஷ்ணன், தாதானூர், பாப்பிரெட்டிப்பட்டி, தருமபுரி. xyxy=(51,131,392,144)
entry: துணை அமைப்பாளர்கள் : (1) பெரியசாமி, கோடியூர், மணியம் பாடி, பாப்பிரெட்டிப்பட்டி, தருமபுரி. (2) செகனின், கோடியூர் மணியம்பாடி, பாப்பிரெட்டிப்பட்டி, தருமபுரி. xyxy=(415,1510,765,1552)
entry: அமைப்பாளர் : ச.வில்லியம், வடகரை, தென்கரைக்கோட்டை, பாப்பிரெட்டிப்பட்டி, தருமபுரி. xyxy=(51,1256,362,1284)
entry: துணை அமைப்பாளர்கள் : (1) மு.பிரகாஷ், 3–36, சில்லார அள்ளி, பாப்பிரெட்டிப்பட்டி, தருமபுரி. (2) மு.அணில்குமார், 1–53, சில்லாரஅள்ளி, பாப்பிரெட்டிப்பட்டி, தருமபுரி. xyxy=(780,1714,1117,1756)
entry: பாகம் – 165 : சி.அபிலன், வகுத்துப்பட்டி, பாப்பிரெட்டிப்பட்டி, தருமபுரி. xyxy=(415,1087,735,1115)
entry: பாகம் – 109 : அ.இரவிக்குமார், 4–17, கெடகாரஅள்ளி, ஒபிளிநாயக்கனஅள்ளி, பாப்பிரெட்டிப்பட்டி, தருமபுரி. xyxy=(780,1357,1063,1385)
entry: துணை அமைப்பாளர்கள் : (1) ஆ.அருண்குமார், பசுவாபுரம், அம்பாலபட்டி, பாப்பிரெட்டிப்பட்டி, தருமபுரி. (2) சா.ராமச் சந்திரன், பசுவாபுரம், அம்பாலபட்டி, பாப்பிரெட்டிப்பட்டி, தருமபுரி. (3) சா.திருமூர்த்தி, பசுவாபுரம், அம்பாலபட்டி, பாப்பிரெட்டிப்பட்டி, தருமபுரி. xyxy=(415,568,759,639)
entry: அமைப்பாளர் : கே.சுமிதர்செல்வன், சுங்கரஅள்ளி, பாப்பிரெட்டிப்பட்டி, தருமபுரி. xyxy=(1145,1051,1399,1078)
entry: அமைப்பாளர் : மு.கிர்த்தகுமார், 184, சில்லாரஅள்ளி, பாப்பி ரெட்டிப்பட்டி, தருமபுரி. xyxy=(780,1678,1087,1705)
entry: பாகம் – 103 : ஜெ.கார்த்திக், 3–30, பாசாரப்பட்டி, இராணி மூக்கனூர், பாப்பிரெட்டிப்பட்டி, தருமபுரி. xyxy=(780,408,1129,436)
entry: அமைப்பாளர் : ஆ.பாண்டுரங்கன், சில்லாரஅள்ளி, பாப்பி ரெட்டிப்பட்டி, தருமபுரி. xyxy=(1145,343,1438,371)
panchayat-banner: நல்லகுட்லஅள்ளி ஊராட்சி xyxy=(1146,1423,1494,1443)
entry: அமைப்பாளர் : சி.வேலு, அஸ்தகிரியூர், ஒபிளிநாயக்கனஅள்ளி, பாப்பிரெட்டிப்பட்டி, தருமபுரி. xyxy=(780,970,1103,998)
entry: பாகம் –142 : கு.வல்லரசு, 3–45–எ, சில்லாரஅள்ளி, பாப்பிரெட்டிப்பட்டி, தருமபுரி. xyxy=(1145,503,1406,531)
branch-heading: கந்துதோட்டம் கிளை xyxy=(532,1329,649,1343)
